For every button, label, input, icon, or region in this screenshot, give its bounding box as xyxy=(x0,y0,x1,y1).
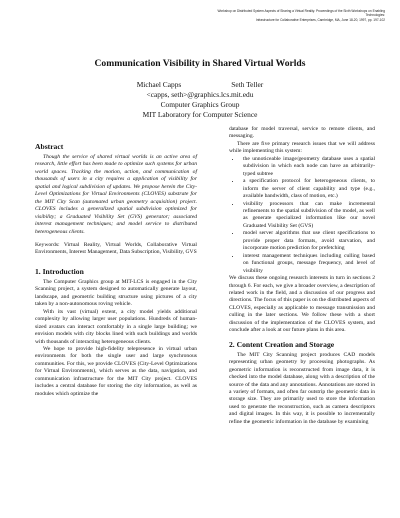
author-names xyxy=(0,80,400,90)
running-header xyxy=(215,9,385,22)
paper-title: Communication Visibility in Shared Virtual Worlds xyxy=(94,58,306,69)
research-issues-list xyxy=(229,156,375,275)
header-line-2: Infrastructure for Collaborative Enterprises, Cambridge, MA, June 18-20, 1997, pp. 197-102 xyxy=(255,17,385,22)
intro-paragraph-3: We hope to provide high-fidelity telepresence in virtual urban environments for both the single user and large synchronous communities. For this, we provide CLOVES (City-Level Optimizations for Virtual Environments), which serves as the data, navigation, and communication infrastructure for the MIT City project. CLOVES includes a central database for storing the city information, as well as modules which optimize the xyxy=(35,345,197,397)
content-creation-heading: 2. Content Creation and Storage xyxy=(229,339,335,349)
header-line-1: Workshop on Distributed System Aspects of Sharing a Virtual Reality. Proceedings of the Sixth Workshops on Enabling Technologies: xyxy=(217,9,385,18)
intro-paragraph-2: With its vast (virtual) extent, a city model yields additional complexity by allowing larger user populations. Hundreds of human-sized avatars can interact comfortably in a single large building; we envision models with city blocks lined with such buildings and worlds with thousands of interacting heterogeneous clients. xyxy=(35,308,197,345)
issues-intro: There are five primary research issues that we will address while implementing this system: xyxy=(229,140,375,155)
list-item: • model server algorithms that use client specifications to provide proper data formats, avoid starvation, and incorporate motion prediction for prefetching xyxy=(241,230,375,252)
author-emails: <capps, seth>@graphics.lcs.mit.edu xyxy=(146,90,254,99)
list-item: • visibility processors that can make incremental refinements to the spatial subdivision of the model, as well as generate specialized information like our novel Graduated Visibility Set (GVS) xyxy=(241,201,375,231)
author-lab: MIT Laboratory for Computer Science xyxy=(142,110,258,119)
discussion-paragraph: We discuss these ongoing research interests in turn in sections 2 through 6. For each, we give a broader overview, a description of related work in the field, and a discussion of our progress and directions. The focus of this paper is on the distributed aspects of CLOVES, especially as applicable to message transmission and culling in the later sections. We follow these with a short discussion of the implementation of the CLOVES system, and conclude after a look at our future plans in this area. xyxy=(229,275,375,334)
content-creation-body: The MIT City Scanning project produces CAD models representing urban geometry by processing photographs. As geometric information is reconstructed from image data, it is checked into the model database, along with a description of the source of the data and any annotations. Annotations are stored in a variety of formats, and often far outstrip the geometric data in storage size. They are primarily used to store the information used to generate the reconstruction, such as camera descriptors and digital images. In this way, it is possible to incrementally refine the geometric information in the database by examining xyxy=(229,351,375,425)
author-block xyxy=(0,80,400,120)
keywords: Keywords: Virtual Reality, Virtual Worlds, Collaborative Virtual Environments, Interest Management, Data Subscription, Visibility, GVS xyxy=(35,241,197,256)
author-name-2: Seth Teller xyxy=(231,80,264,89)
intro-continued: database for model traversal, service to remote clients, and messaging. xyxy=(229,126,375,140)
author-name-1: Michael Capps xyxy=(136,80,182,89)
abstract-heading: Abstract xyxy=(35,142,64,151)
list-item: • the unnoticeable image/geometry database uses a spatial subdivision in which each node can have an arbitrarily-typed subtree xyxy=(241,156,375,178)
left-column xyxy=(35,142,197,398)
list-item: • interest management techniques including culling based on functional groups, message frequency, and level of visibility xyxy=(241,253,375,275)
abstract-body: Though the service of shared virtual worlds is an active area of research, little effort has been made to optimize such systems for urban world spaces. Tracking the motion, action, and communication of thousands of users in a city requires a application of visibility for spatial and logical subdivision of updates. We propose herein the City-Level Optimizations for Virtual Environments (CLOVES) substrate for the MIT City Scan (automated urban geometry acquisition) project. CLOVES includes a generalized spatial subdivision optimized for visibility; a Graduated Visibility Set (GVS) generator; associated interest management techniques; and model service to distributed heterogeneous clients. xyxy=(35,154,197,235)
author-group: Computer Graphics Group xyxy=(160,100,240,109)
list-item: • a specification protocol for heterogeneous clients, to inform the server of client capability and type (e.g., available bandwidth, class of motion, etc.) xyxy=(241,178,375,200)
intro-paragraph-1: The Computer Graphics group at MIT-LCS is engaged in the City Scanning project, a system designed to automatically generate layout, landscape, and geometric building structure using pictures of a city taken by a non-autonomous roving vehicle. xyxy=(35,278,197,308)
right-column xyxy=(229,126,375,426)
intro-heading: 1. Introduction xyxy=(35,266,84,276)
